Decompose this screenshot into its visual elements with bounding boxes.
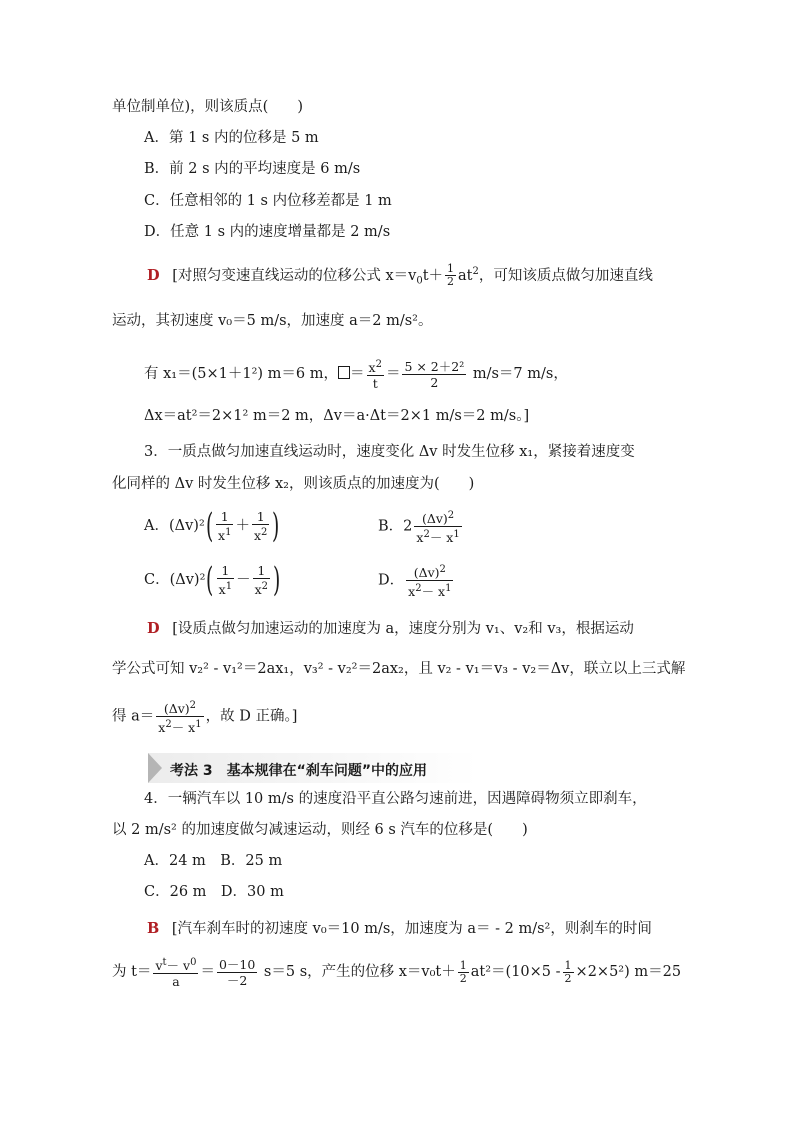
missing-glyph-box — [338, 366, 350, 379]
q2-explanation-line4: Δx＝at²＝2×1² m＝2 m，Δv＝a·Δt＝2×1 m/s＝2 m/s。] — [144, 408, 530, 424]
q2-option-a: A．第 1 s 内的位移是 5 m — [144, 130, 319, 146]
fraction-half: $\frac{1}{2}$ — [447, 262, 455, 289]
q3-stem-line2: 化同样的 Δv 时发生位移 x₂，则该质点的加速度为( ) — [112, 476, 475, 492]
q4-explanation-line1: B [汽车刹车时的初速度 v₀＝10 m/s，加速度为 a＝ - 2 m/s²，则刹车的时间 — [147, 920, 652, 937]
q4-answer: B — [147, 920, 160, 937]
section-arrow-icon — [148, 753, 162, 783]
q4-explanation-line2: 为 t＝ $\frac{v^t- v^0}{a}$ ＝ $\frac{0-10}{-2}$ s＝5 s，产生的位移 x＝v₀t＋ $\frac{1}{2}$ at²＝(10×5 - $\frac{1}{2}$ ×2×5²) m＝25 — [112, 956, 682, 990]
q3-option-b: B．2 $\frac{(\Delta v)^2}{x^2- x^1}$ — [378, 510, 460, 546]
q2-explanation-line1: D [对照匀变速直线运动的位移公式 $x=v_0t+$ $\frac{1}{2}$ $at^2$，可知该质点做匀加速直线 — [147, 262, 653, 289]
q3-option-d: D． $\frac{(\Delta v)^2}{x^2- x^1}$ — [378, 564, 452, 600]
q4-options-cd: C．26 m D．30 m — [144, 884, 284, 900]
q3-option-a: A．(Δv)²( $\frac{1}{x^1}$ ＋ $\frac{1}{x^2}$ ) — [144, 506, 280, 546]
q2-explanation-line2: 运动，其初速度 v₀＝5 m/s，加速度 a＝2 m/s²。 — [112, 313, 433, 329]
q3-stem-line1: 3．一质点做匀加速直线运动时，速度变化 Δv 时发生位移 x₁，紧接着速度变 — [144, 444, 635, 460]
q3-option-c: C．(Δv)²( $\frac{1}{x^1}$ － $\frac{1}{x^2}$ ) — [144, 560, 281, 600]
fraction-average-velocity: $\frac{\text{5 × 2＋2²}}{2}$ — [404, 358, 465, 390]
q4-stem-line2: 以 2 m/s² 的加速度做匀减速运动，则经 6 s 汽车的位移是( ) — [112, 822, 528, 838]
q2-answer: D — [147, 266, 160, 284]
q3-answer: D — [147, 620, 160, 637]
q4-options-ab: A．24 m B．25 m — [144, 853, 283, 869]
q3-explanation-line2: 学公式可知 v₂² - v₁²＝2ax₁，v₃² - v₂²＝2ax₂，且 v₂ - v₁＝v₃ - v₂＝Δv，联立以上三式解 — [112, 661, 686, 677]
q2-option-b: B．前 2 s 内的平均速度是 6 m/s — [144, 161, 361, 177]
q3-explanation-line1: D [设质点做匀加速运动的加速度为 a，速度分别为 v₁、v₂和 v₃，根据运动 — [147, 620, 634, 637]
fraction-x2-over-t: $\frac{x^2}{t}$ — [368, 359, 382, 392]
q2-option-d: D．任意 1 s 内的速度增量都是 2 m/s — [144, 224, 391, 240]
q4-stem-line1: 4．一辆汽车以 10 m/s 的速度沿平直公路匀速前进，因遇障碍物须立即刹车， — [144, 791, 647, 807]
q2-stem-end: 单位制单位)，则该质点( ) — [112, 99, 303, 115]
q2-explanation-line3: 有 x₁＝(5×1＋1²) m＝6 m， ＝ $\frac{x^2}{t}$ ＝ $\frac{\text{5 × 2＋2²}}{2}$ m/s＝7 m/s， — [144, 358, 568, 392]
q3-explanation-line3: 得 a＝ $\frac{(\Delta v)^2}{x^2- x^1}$ ，故 D 正确。] — [112, 700, 298, 736]
section-header: 考法 3 基本规律在“刹车问题”中的应用 — [170, 763, 428, 779]
q2-option-c: C．任意相邻的 1 s 内位移差都是 1 m — [144, 193, 392, 209]
